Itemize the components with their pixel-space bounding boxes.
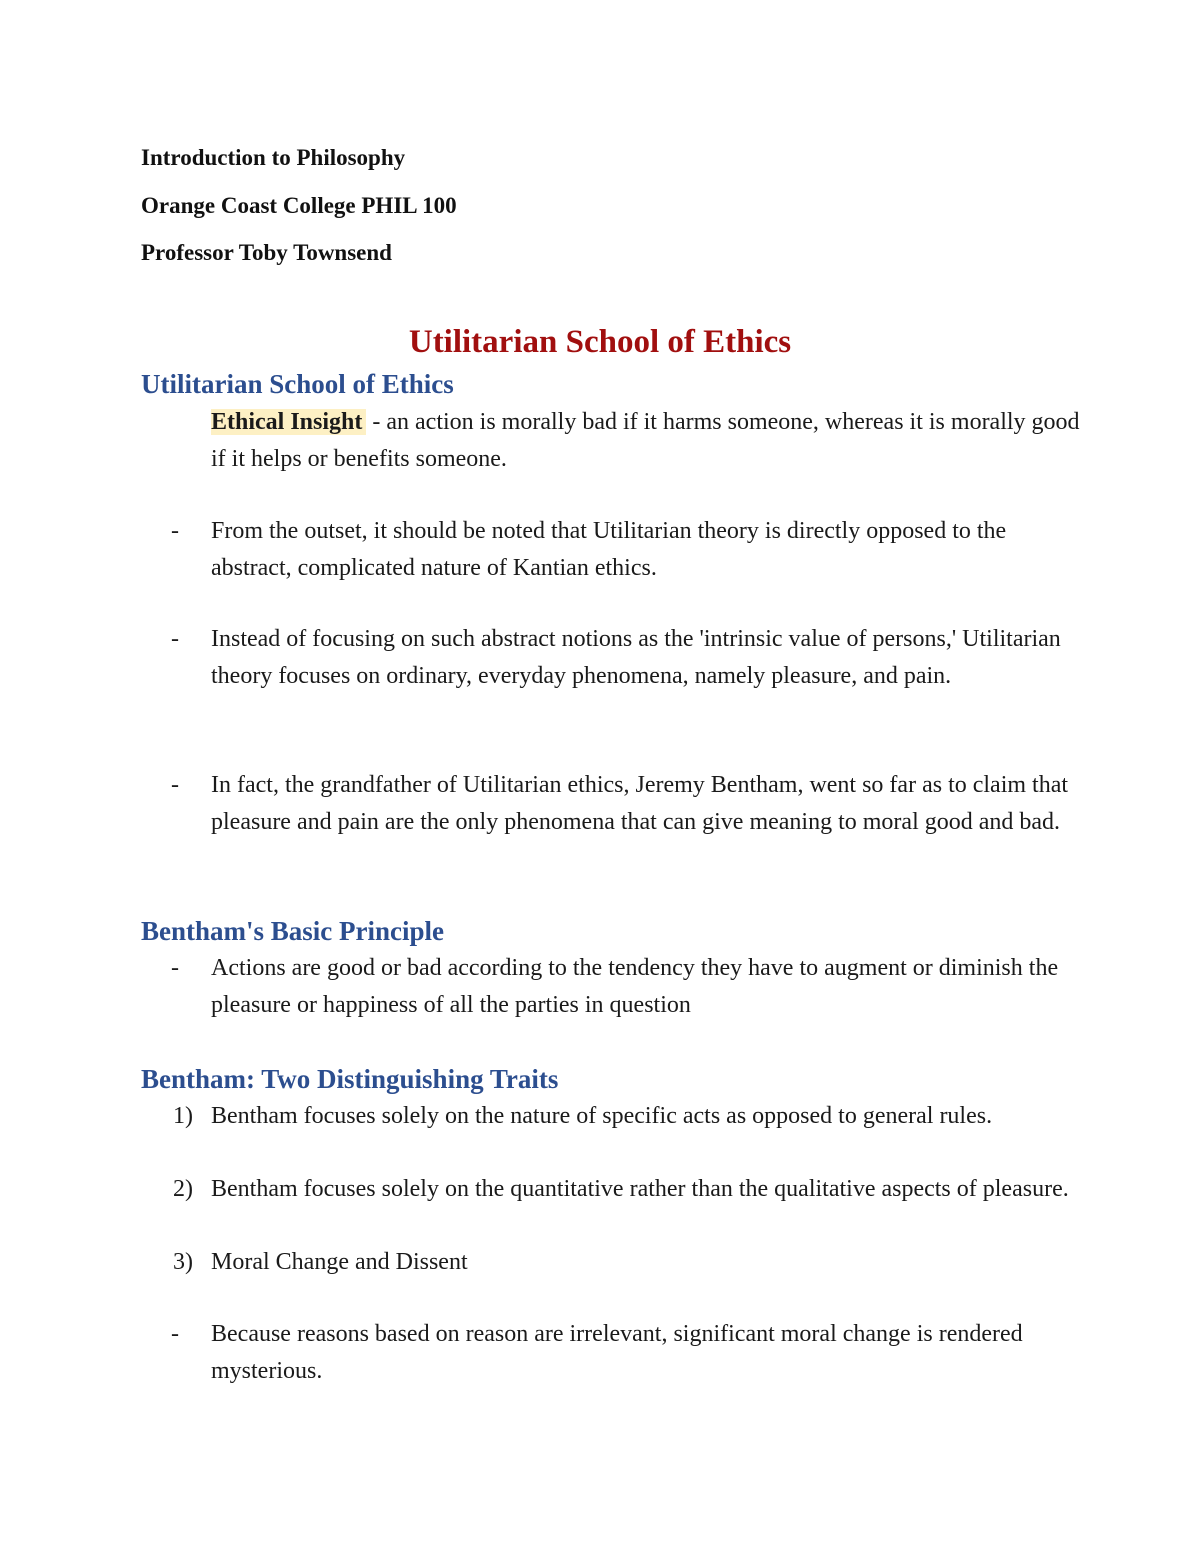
ethical-insight-paragraph xyxy=(211,404,1091,478)
list-item: In fact, the grandfather of Utilitarian ethics, Jeremy Bentham, went so far as to claim that pleasure and pain are the only phenomena that can give meaning to moral good and bad. xyxy=(211,772,1069,835)
list-number: 3) xyxy=(173,1249,193,1275)
section-heading-basic-principle: Bentham's Basic Principle xyxy=(141,916,444,946)
document-title: Utilitarian School of Ethics xyxy=(408,324,792,360)
college-course-code: Orange Coast College PHIL 100 xyxy=(141,193,457,218)
list-item: Instead of focusing on such abstract notions as the 'intrinsic value of persons,' Utilitarian theory focuses on ordinary, everyday phenomena, namely pleasure, and pain. xyxy=(211,626,1061,689)
bullet-dash: - xyxy=(171,772,179,798)
section-heading-distinguishing-traits: Bentham: Two Distinguishing Traits xyxy=(141,1064,559,1094)
list-number: 1) xyxy=(173,1103,193,1129)
bullet-dash: - xyxy=(171,518,179,544)
ethical-insight-text: - an action is morally bad if it harms someone, whereas it is morally good if it helps or benefits someone. xyxy=(211,409,1080,472)
list-item: Because reasons based on reason are irrelevant, significant moral change is rendered mysterious. xyxy=(211,1321,1023,1384)
list-item: From the outset, it should be noted that Utilitarian theory is directly opposed to the abstract, complicated nature of Kantian ethics. xyxy=(211,518,1007,581)
numbered-item: Moral Change and Dissent xyxy=(211,1249,468,1275)
professor-name: Professor Toby Townsend xyxy=(141,240,392,265)
bullet-dash: - xyxy=(171,955,179,981)
bullet-dash: - xyxy=(171,626,179,652)
numbered-item: Bentham focuses solely on the quantitative rather than the qualitative aspects of pleasure. xyxy=(211,1176,1069,1202)
ethical-insight-term: Ethical Insight xyxy=(211,409,366,435)
course-name: Introduction to Philosophy xyxy=(141,145,406,170)
bullet-dash: - xyxy=(171,1321,179,1347)
list-number: 2) xyxy=(173,1176,193,1202)
list-item: Actions are good or bad according to the tendency they have to augment or diminish the pleasure or happiness of all the parties in question xyxy=(211,955,1059,1018)
section-heading-utilitarian: Utilitarian School of Ethics xyxy=(141,369,454,399)
numbered-item: Bentham focuses solely on the nature of specific acts as opposed to general rules. xyxy=(211,1103,993,1129)
